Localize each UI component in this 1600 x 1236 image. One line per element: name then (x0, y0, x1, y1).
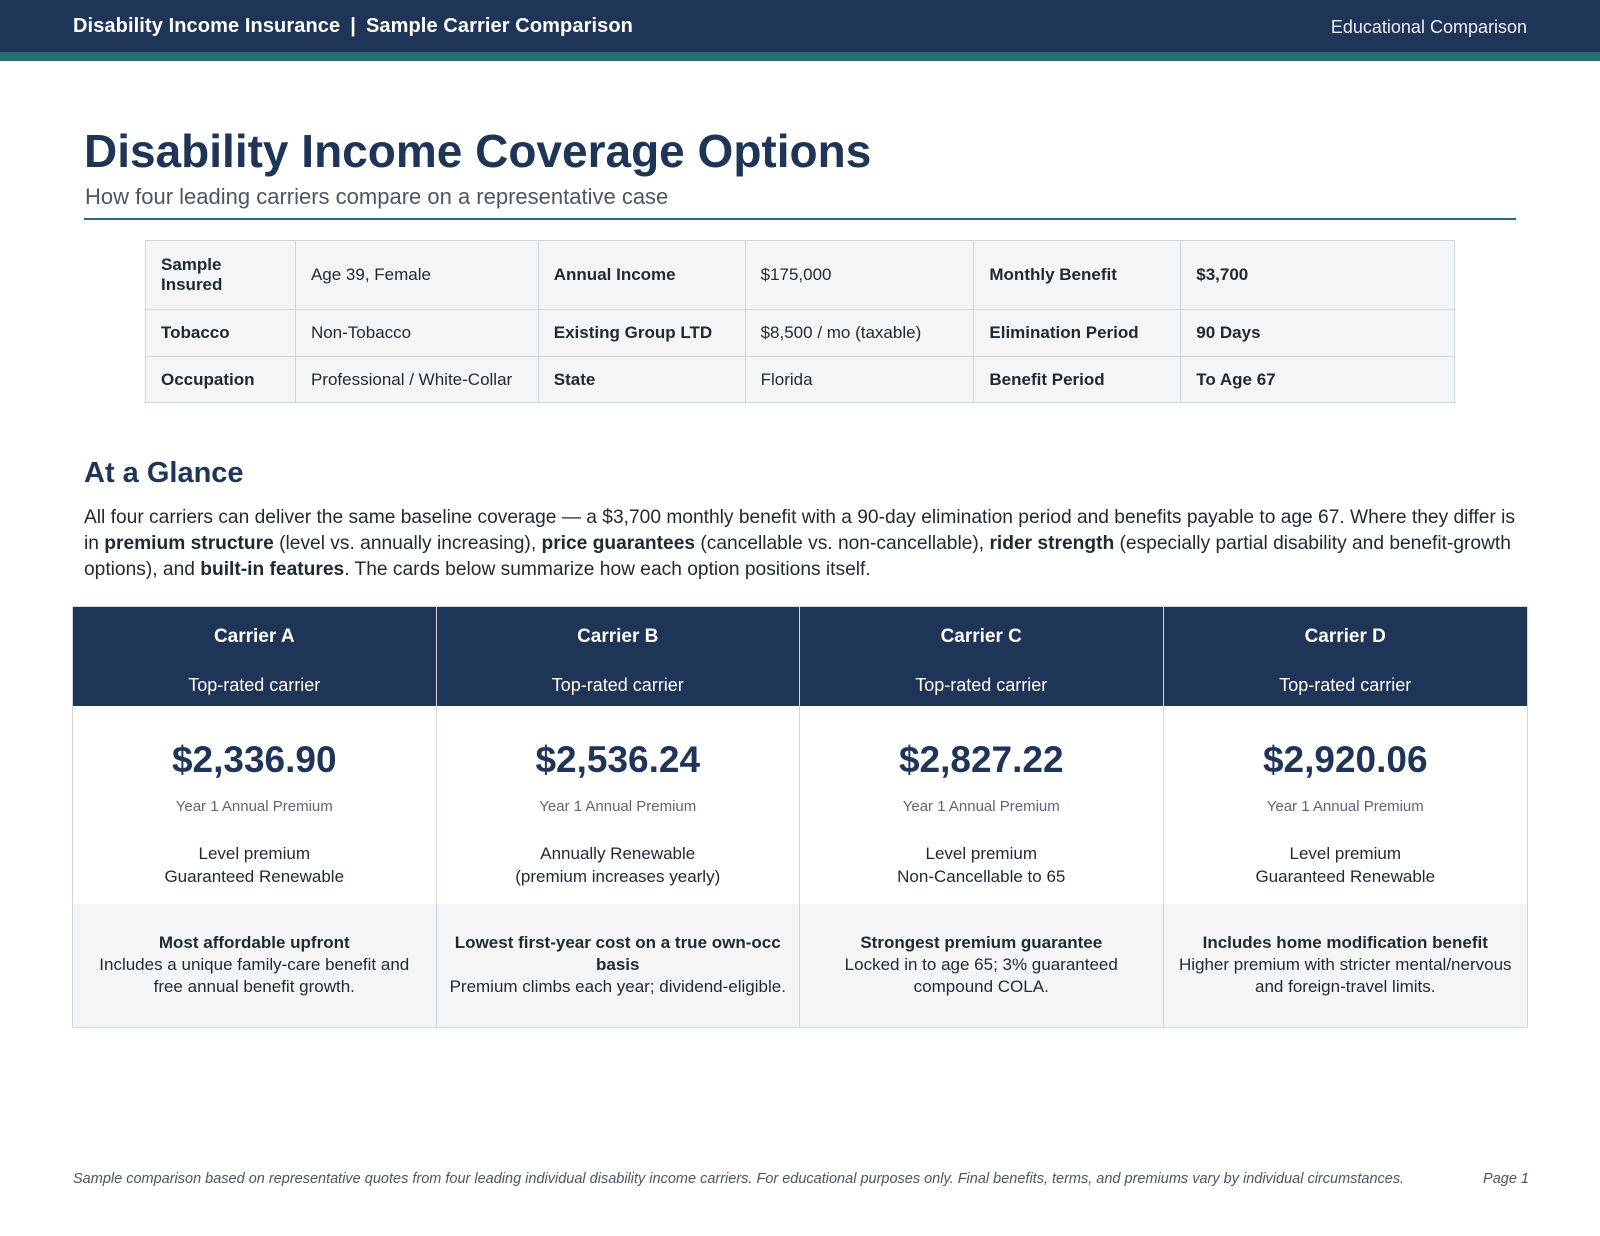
paragraph-text: (level vs. annually increasing), (273, 533, 542, 554)
title-divider (84, 218, 1516, 220)
footer (73, 1171, 1529, 1187)
header-title-main: Disability Income Insurance (73, 15, 341, 37)
carrier-name: Carrier D (1304, 626, 1386, 647)
paragraph-emphasis: built-in features (200, 559, 345, 580)
carrier-tag: Top-rated carrier (551, 675, 684, 695)
paragraph-text: All four carriers can deliver the same baseline coverage — a $3,700 monthly benefit with a 90-day elimination period and benefits payable to age 67. Where they differ is in (84, 507, 1515, 554)
premium-structure (800, 842, 1163, 888)
case-label: Elimination Period (974, 310, 1181, 357)
card-header (800, 607, 1163, 706)
summary-description: Premium climbs each year; dividend-eligible. (449, 977, 786, 996)
card-header (1164, 607, 1528, 706)
case-label: State (538, 357, 745, 403)
case-value: Florida (745, 357, 974, 403)
footer-disclaimer: Sample comparison based on representative quotes from four leading individual disability income carriers. For educational purposes only. Final benefits, terms, and premiums vary by individual circumstances. (73, 1171, 1405, 1187)
carrier-card-a (73, 607, 437, 1027)
header-title-sub: Sample Carrier Comparison (365, 15, 633, 37)
carrier-card-b (437, 607, 801, 1027)
section-heading-at-a-glance: At a Glance (84, 457, 244, 489)
carrier-name: Carrier B (577, 626, 659, 647)
annual-premium: $2,536.24 (535, 739, 701, 780)
card-summary (800, 904, 1163, 1027)
case-label: Tobacco (146, 310, 296, 357)
structure-line: Level premium (198, 844, 310, 863)
card-body (1164, 706, 1528, 904)
summary-description: Higher premium with stricter mental/nervous and foreign-travel limits. (1178, 955, 1512, 996)
premium-structure (73, 842, 436, 888)
structure-line: (premium increases yearly) (515, 867, 721, 886)
annual-premium: $2,827.22 (898, 739, 1064, 780)
card-body (73, 706, 436, 904)
case-label: Sample Insured (146, 241, 296, 310)
annual-premium: $2,920.06 (1262, 739, 1428, 780)
structure-line: Level premium (1289, 844, 1401, 863)
carrier-tag: Top-rated carrier (1279, 675, 1412, 695)
case-row (146, 241, 1455, 310)
card-summary (437, 904, 800, 1027)
summary-highlight: Most affordable upfront (158, 933, 350, 952)
case-label: Annual Income (538, 241, 745, 310)
premium-caption: Year 1 Annual Premium (902, 798, 1060, 815)
header-right-label: Educational Comparison (1330, 17, 1527, 37)
summary-description: Locked in to age 65; 3% guaranteed compound COLA. (844, 955, 1118, 996)
summary-highlight: Includes home modification benefit (1202, 933, 1488, 952)
carrier-card-c (800, 607, 1164, 1027)
paragraph-emphasis: premium structure (104, 533, 274, 554)
structure-line: Guaranteed Renewable (164, 867, 345, 886)
case-value: To Age 67 (1181, 357, 1455, 403)
case-label: Monthly Benefit (974, 241, 1181, 310)
case-value: Age 39, Female (295, 241, 538, 310)
structure-line: Non-Cancellable to 65 (897, 867, 1066, 886)
premium-caption: Year 1 Annual Premium (175, 798, 333, 815)
page-title: Disability Income Coverage Options (84, 125, 872, 177)
case-details-table (145, 240, 1455, 403)
case-value: $3,700 (1181, 241, 1455, 310)
glance-paragraph (84, 505, 1524, 583)
carrier-name: Carrier C (940, 626, 1022, 647)
page-number: Page 1 (1483, 1171, 1529, 1187)
card-header (73, 607, 436, 706)
header-accent-stripe (0, 52, 1600, 61)
case-row (146, 357, 1455, 403)
case-value: Non-Tobacco (295, 310, 538, 357)
card-header (437, 607, 800, 706)
carrier-card-d (1164, 607, 1528, 1027)
card-body (800, 706, 1163, 904)
paragraph-text: . The cards below summarize how each option positions itself. (344, 559, 871, 580)
premium-caption: Year 1 Annual Premium (1266, 798, 1424, 815)
summary-highlight: Strongest premium guarantee (860, 933, 1103, 952)
card-summary (73, 904, 436, 1027)
case-label: Benefit Period (974, 357, 1181, 403)
carrier-cards (72, 606, 1528, 1028)
case-label: Occupation (146, 357, 296, 403)
card-summary (1164, 904, 1528, 1027)
annual-premium: $2,336.90 (171, 739, 337, 780)
carrier-tag: Top-rated carrier (188, 675, 321, 695)
paragraph-emphasis: rider strength (989, 533, 1115, 554)
structure-line: Annually Renewable (540, 844, 696, 863)
premium-structure (437, 842, 800, 888)
paragraph-emphasis: price guarantees (541, 533, 696, 554)
case-row (146, 310, 1455, 357)
premium-caption: Year 1 Annual Premium (539, 798, 697, 815)
header-title (73, 15, 633, 38)
structure-line: Level premium (925, 844, 1037, 863)
header-separator: | (350, 15, 356, 37)
case-value: $175,000 (745, 241, 974, 310)
structure-line: Guaranteed Renewable (1255, 867, 1436, 886)
summary-description: Includes a unique family-care benefit and free annual benefit growth. (99, 955, 410, 996)
page-subtitle: How four leading carriers compare on a representative case (85, 184, 669, 209)
card-body (437, 706, 800, 904)
case-label: Existing Group LTD (538, 310, 745, 357)
case-value: $8,500 / mo (taxable) (745, 310, 974, 357)
carrier-name: Carrier A (213, 626, 295, 647)
summary-highlight: Lowest first-year cost on a true own-occ basis (454, 933, 781, 974)
carrier-tag: Top-rated carrier (915, 675, 1048, 695)
premium-structure (1164, 842, 1528, 888)
paragraph-text: (especially partial disability and benefit-growth options), and (84, 533, 1511, 580)
paragraph-text: (cancellable vs. non-cancellable), (695, 533, 990, 554)
case-value: 90 Days (1181, 310, 1455, 357)
case-value: Professional / White-Collar (295, 357, 538, 403)
header-bar (0, 0, 1600, 52)
